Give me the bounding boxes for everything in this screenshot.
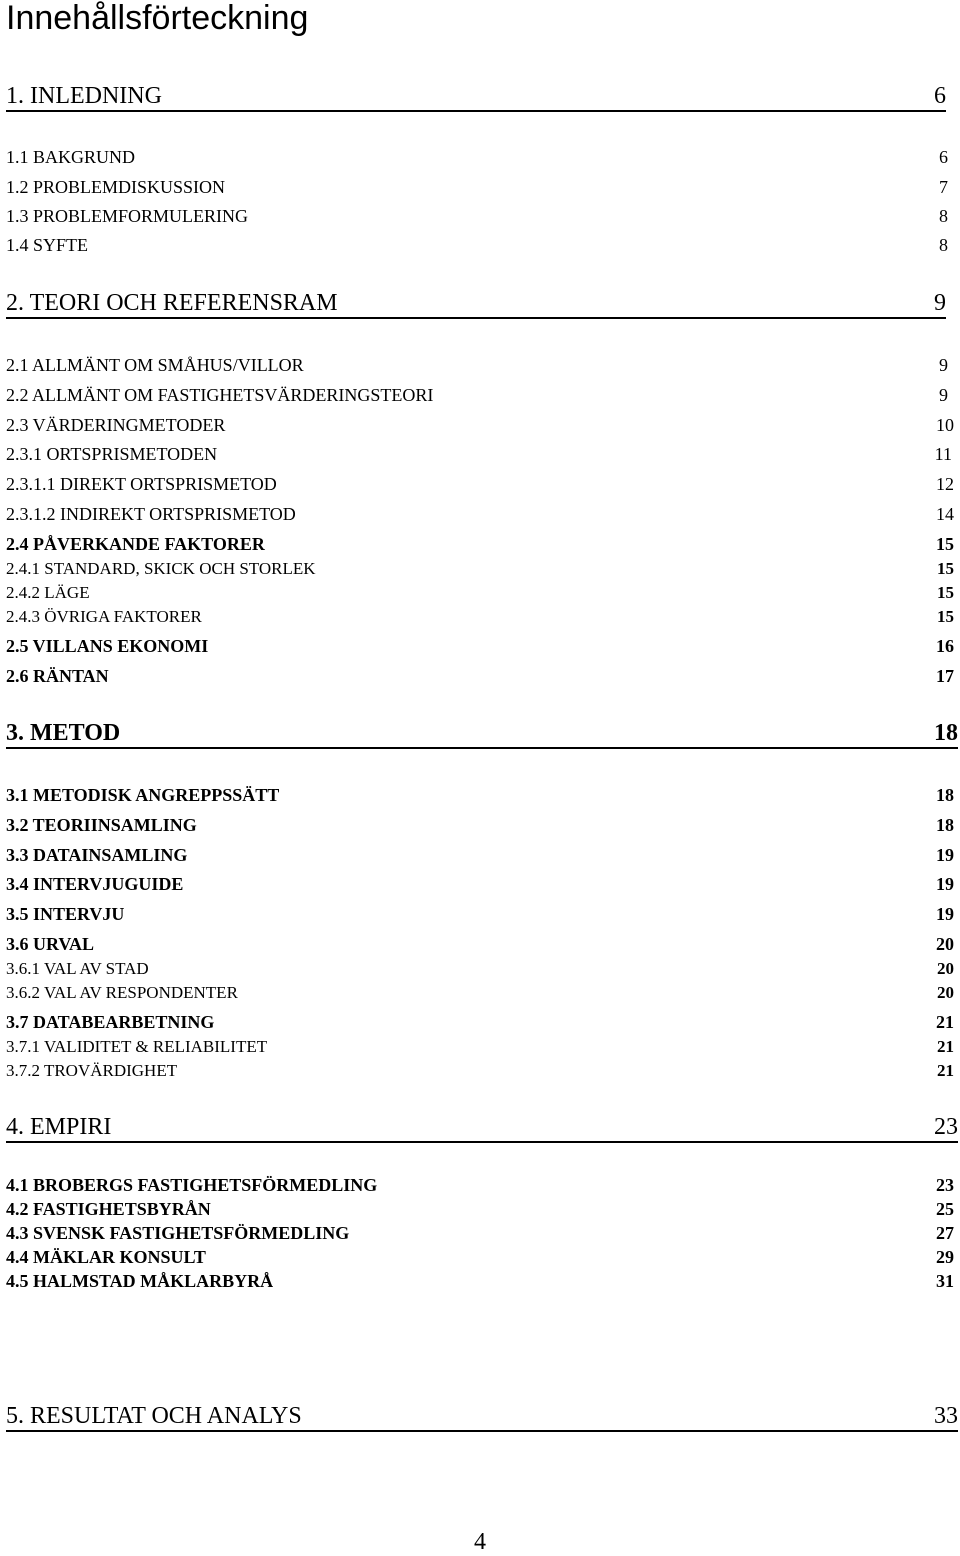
toc-entry-page: 18 (936, 785, 954, 805)
toc-entry[interactable] (6, 902, 954, 926)
toc-entry-page: 20 (936, 934, 954, 954)
toc-entry-label: 2.3.1 ORTSPRISMETODEN (6, 444, 218, 464)
toc-chapter-4[interactable] (6, 1113, 958, 1143)
toc-entry[interactable] (6, 1036, 954, 1058)
toc-entry-page: 11 (934, 444, 952, 464)
toc-entry-label: 2.2 ALLMÄNT OM FASTIGHETSVÄRDERINGSTEORI (6, 385, 434, 405)
page-title: Innehållsförteckning (6, 0, 309, 37)
toc-entry[interactable] (6, 606, 954, 628)
toc-entry-label: 2.1 ALLMÄNT OM SMÅHUS/VILLOR (6, 355, 304, 375)
toc-entry-page: 6 (934, 83, 946, 109)
toc-entry-page: 15 (937, 583, 954, 602)
toc-entry-page: 9 (934, 290, 946, 316)
toc-entry-page: 27 (936, 1223, 954, 1243)
toc-entry-page: 19 (936, 904, 954, 924)
toc-entry-page: 21 (936, 1012, 954, 1032)
toc-entry-label: 1.2 PROBLEMDISKUSSION (6, 177, 226, 197)
toc-entry-page: 6 (939, 147, 948, 167)
toc-entry-page: 25 (936, 1199, 954, 1219)
toc-entry-label: 3.6.1 VAL AV STAD (6, 959, 149, 978)
toc-entry[interactable] (6, 872, 954, 896)
toc-entry-label: 2.5 VILLANS EKONOMI (6, 636, 209, 656)
toc-entry-page: 29 (936, 1247, 954, 1267)
toc-entry-label: 1. INLEDNING (6, 83, 162, 109)
toc-entry[interactable] (6, 783, 954, 807)
toc-entry-page: 12 (936, 474, 954, 494)
toc-entry[interactable] (6, 664, 954, 688)
toc-entry-label: 1.4 SYFTE (6, 235, 89, 255)
toc-entry[interactable] (6, 932, 954, 956)
toc-entry[interactable] (6, 982, 954, 1004)
toc-entry-page: 14 (936, 504, 954, 524)
toc-entry-page: 17 (936, 666, 954, 686)
toc-entry[interactable] (6, 233, 948, 257)
toc-entry[interactable] (6, 1174, 954, 1196)
toc-entry-label: 4.3 SVENSK FASTIGHETSFÖRMEDLING (6, 1223, 350, 1243)
toc-chapter-5[interactable] (6, 1402, 958, 1432)
toc-entry-label: 3.3 DATAINSAMLING (6, 845, 188, 865)
toc-entry-page: 20 (937, 959, 954, 978)
toc-entry-page: 15 (937, 607, 954, 626)
toc-entry-label: 3.6 URVAL (6, 934, 95, 954)
toc-entry-label: 3.6.2 VAL AV RESPONDENTER (6, 983, 238, 1002)
toc-entry[interactable] (6, 1270, 954, 1292)
toc-entry-label: 1.3 PROBLEMFORMULERING (6, 206, 249, 226)
toc-entry[interactable] (6, 145, 948, 169)
toc-entry-label: 4.5 HALMSTAD MÅKLARBYRÅ (6, 1271, 274, 1291)
toc-entry-label: 2.6 RÄNTAN (6, 666, 109, 686)
toc-entry-label: 3.1 METODISK ANGREPPSSÄTT (6, 785, 280, 805)
toc-entry-label: 2.3.1.2 INDIREKT ORTSPRISMETOD (6, 504, 296, 524)
toc-entry-page: 15 (936, 534, 954, 554)
toc-entry-page: 33 (934, 1403, 958, 1429)
toc-entry-label: 1.1 BAKGRUND (6, 147, 136, 167)
toc-entry[interactable] (6, 1060, 954, 1082)
toc-entry[interactable] (6, 558, 954, 580)
toc-entry-label: 4. EMPIRI (6, 1114, 112, 1140)
toc-entry-label: 3.7.2 TROVÄRDIGHET (6, 1061, 178, 1080)
toc-entry[interactable] (6, 634, 954, 658)
toc-entry[interactable] (6, 582, 954, 604)
toc-entry-label: 2.3 VÄRDERINGMETODER (6, 415, 226, 435)
toc-entry-label: 2.3.1.1 DIREKT ORTSPRISMETOD (6, 474, 277, 494)
toc-entry[interactable] (6, 1246, 954, 1268)
toc-entry[interactable] (6, 413, 954, 437)
toc-entry-page: 18 (934, 720, 958, 746)
toc-chapter-2[interactable] (6, 289, 946, 319)
toc-entry-label: 3. METOD (6, 720, 121, 746)
toc-entry[interactable] (6, 1222, 954, 1244)
toc-entry[interactable] (6, 472, 954, 496)
toc-entry[interactable] (6, 1198, 954, 1220)
toc-entry[interactable] (6, 813, 954, 837)
toc-entry-page: 19 (936, 874, 954, 894)
toc-entry-label: 4.1 BROBERGS FASTIGHETSFÖRMEDLING (6, 1175, 378, 1195)
toc-entry-label: 2.4.1 STANDARD, SKICK OCH STORLEK (6, 559, 316, 578)
toc-entry-page: 8 (939, 206, 948, 226)
toc-entry[interactable] (6, 958, 954, 980)
toc-entry-label: 3.2 TEORIINSAMLING (6, 815, 197, 835)
toc-entry-label: 3.5 INTERVJU (6, 904, 125, 924)
toc-entry-page: 16 (936, 636, 954, 656)
toc-entry-label: 4.4 MÄKLAR KONSULT (6, 1247, 206, 1267)
toc-entry-label: 3.7 DATABEARBETNING (6, 1012, 215, 1032)
toc-entry-page: 23 (934, 1114, 958, 1140)
toc-entry-page: 23 (936, 1175, 954, 1195)
toc-entry-page: 21 (937, 1037, 954, 1056)
toc-entry-page: 7 (939, 177, 948, 197)
page-number: 4 (474, 1529, 486, 1555)
toc-entry-page: 15 (937, 559, 954, 578)
toc-entry[interactable] (6, 204, 948, 228)
toc-entry-page: 8 (939, 235, 948, 255)
toc-entry-label: 2.4.3 ÖVRIGA FAKTORER (6, 607, 202, 626)
toc-entry[interactable] (6, 442, 952, 466)
toc-entry[interactable] (6, 383, 948, 407)
toc-entry[interactable] (6, 532, 954, 556)
toc-entry-page: 20 (937, 983, 954, 1002)
toc-entry-label: 2.4.2 LÄGE (6, 583, 90, 602)
toc-entry[interactable] (6, 175, 948, 199)
toc-entry-page: 31 (936, 1271, 954, 1291)
toc-entry[interactable] (6, 1010, 954, 1034)
toc-entry-page: 21 (937, 1061, 954, 1080)
toc-entry[interactable] (6, 353, 948, 377)
toc-entry-page: 9 (939, 355, 948, 375)
toc-entry[interactable] (6, 502, 954, 526)
toc-entry-label: 3.4 INTERVJUGUIDE (6, 874, 184, 894)
toc-entry-label: 5. RESULTAT OCH ANALYS (6, 1403, 302, 1429)
toc-chapter-3[interactable] (6, 719, 958, 749)
toc-entry-label: 3.7.1 VALIDITET & RELIABILITET (6, 1037, 268, 1056)
toc-entry[interactable] (6, 843, 954, 867)
toc-entry-label: 2. TEORI OCH REFERENSRAM (6, 290, 338, 316)
toc-entry-page: 18 (936, 815, 954, 835)
toc-entry-label: 2.4 PÅVERKANDE FAKTORER (6, 534, 265, 554)
toc-entry-label: 4.2 FASTIGHETSBYRÅN (6, 1199, 211, 1219)
toc-entry-page: 19 (936, 845, 954, 865)
toc-entry-page: 10 (936, 415, 954, 435)
toc-entry-page: 9 (939, 385, 948, 405)
toc-chapter-1[interactable] (6, 82, 946, 112)
